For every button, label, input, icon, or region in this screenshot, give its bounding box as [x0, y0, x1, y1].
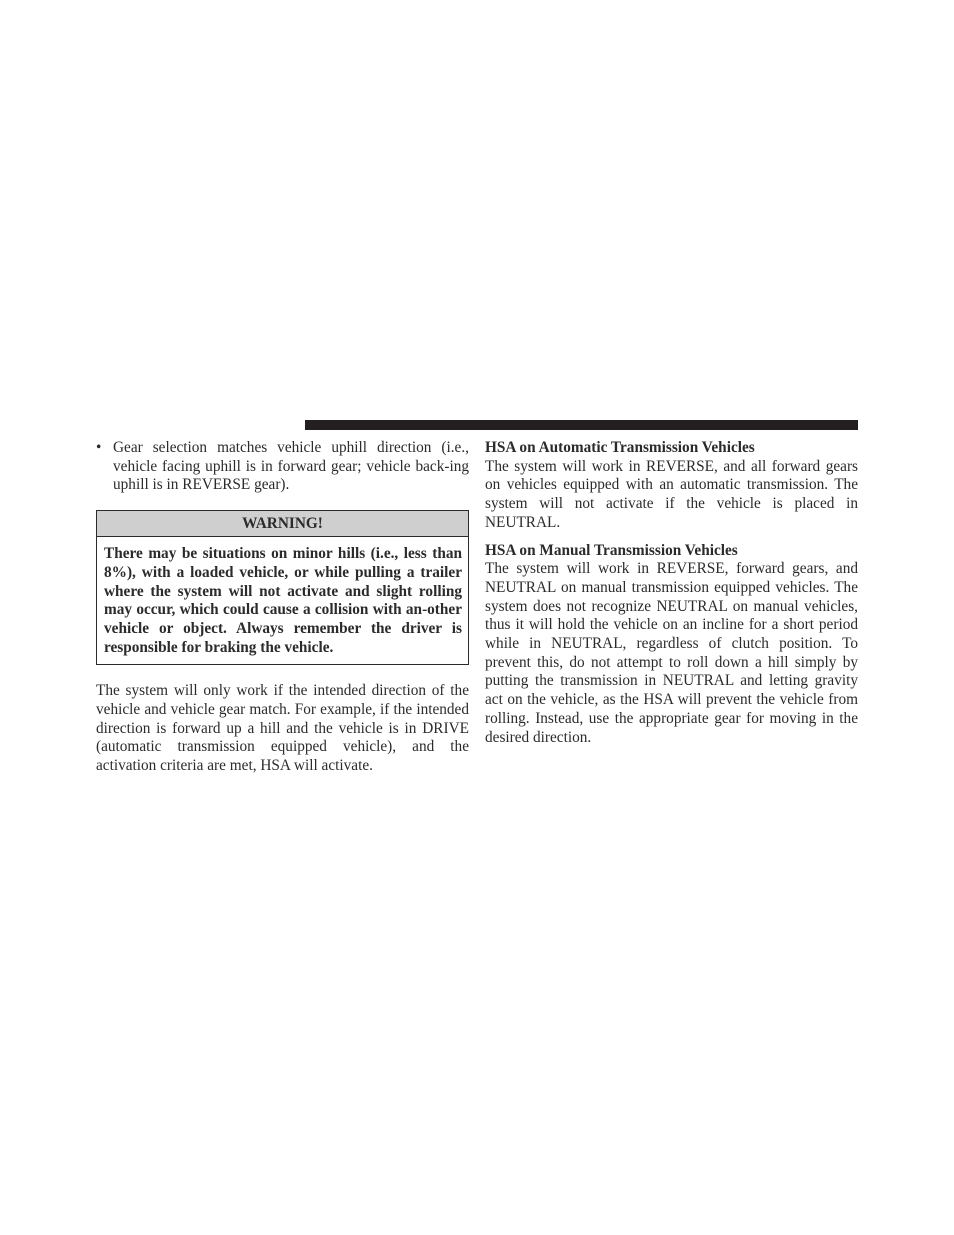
warning-box [96, 510, 469, 665]
section-heading-automatic: HSA on Automatic Transmission Vehicles [485, 439, 755, 456]
section-body-manual: The system will work in REVERSE, forward gears, and NEUTRAL on manual transmission equipped vehicles. The system does not recognize NEUTRAL on manual vehicles, thus it will hold the vehicle on an incline for a short period while in NEUTRAL, regardless of clutch position. To prevent this, do not attempt to roll down a hill simply by putting the transmission in NEUTRAL and letting gravity act on the vehicle, as the HSA will prevent the vehicle from rolling. Instead, use the appropriate gear for moving in the desired direction. [485, 560, 858, 746]
bullet-icon: • [96, 439, 102, 456]
manual-section [485, 542, 858, 748]
warning-body: There may be situations on minor hills (i.e., less than 8%), with a loaded vehicle, or while pulling a trailer where the system will not activate and slight rolling may occur, which could cause a collision with an-other vehicle or object. Always remember the driver is responsible for braking the vehicle. [104, 545, 462, 656]
bullet-text: Gear selection matches vehicle uphill direction (i.e., vehicle facing uphill is in forward gear; vehicle back-ing uphill is in REVERSE gear). [113, 439, 469, 494]
header-rule [305, 420, 858, 430]
section-heading-manual: HSA on Manual Transmission Vehicles [485, 541, 738, 559]
left-column [96, 439, 469, 776]
section-body-automatic: The system will work in REVERSE, and all forward gears on vehicles equipped with an automatic transmission. The system will not activate if the vehicle is placed in NEUTRAL. [485, 457, 858, 531]
bullet-item [96, 439, 469, 495]
auto-section [485, 439, 858, 533]
right-column [485, 439, 858, 747]
body-paragraph: The system will only work if the intended direction of the vehicle and vehicle gear match. For example, if the intended direction is forward up a hill and the vehicle is in DRIVE (automatic transmission equipped vehicle), and the activation criteria are met, HSA will activate. [96, 682, 469, 775]
warning-title: WARNING! [97, 511, 468, 537]
